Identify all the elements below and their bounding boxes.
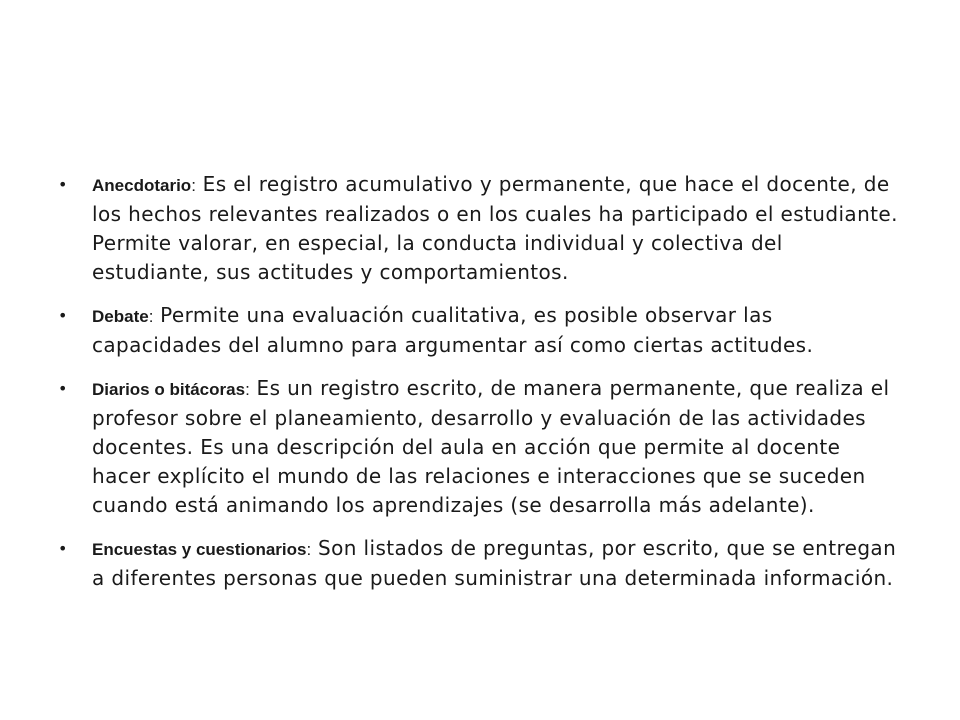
- bullet-dot-icon: •: [58, 306, 68, 325]
- definition-anecdotario: Es el registro acumulativo y permanente, que hace el docente, de los hechos relevantes realizados o en los cuales ha participado el estudiante. Permite valorar, en especial, la conducta individual y colectiva del estudiante, sus actitudes y comportamientos.: [92, 172, 898, 284]
- term-separator: :: [148, 307, 154, 326]
- term-separator: :: [306, 540, 312, 559]
- definition-diarios: Es un registro escrito, de manera permanente, que realiza el profesor sobre el planeamiento, desarrollo y evaluación de las actividades docentes. Es una descripción del aula en acción que permite al docente hacer explícito el mundo de las relaciones e interacciones que se suceden cuando está animando los aprendizajes (se desarrolla más adelante).: [92, 376, 890, 517]
- bullet-dot-icon: •: [58, 379, 68, 398]
- term-debate: Debate: [92, 307, 149, 326]
- term-anecdotario: Anecdotario: [92, 176, 192, 195]
- definition-debate: Permite una evaluación cualitativa, es posible observar las capacidades del alumno para argumentar así como ciertas actitudes.: [92, 303, 814, 357]
- bullet-list: [58, 170, 904, 607]
- term-separator: :: [191, 176, 196, 195]
- term-encuestas: Encuestas y cuestionarios: [92, 540, 307, 559]
- term-separator: :: [245, 380, 250, 399]
- bullet-dot-icon: •: [58, 175, 68, 194]
- bullet-item-encuestas: [58, 534, 904, 593]
- definition-encuestas: Son listados de preguntas, por escrito, que se entregan a diferentes personas que pueden suministrar una determinada información.: [92, 536, 897, 590]
- bullet-item-anecdotario: [58, 170, 904, 287]
- bullet-item-diarios: [58, 374, 904, 520]
- bullet-dot-icon: •: [58, 539, 68, 558]
- bullet-item-debate: [58, 301, 904, 360]
- term-diarios: Diarios o bitácoras: [92, 380, 246, 399]
